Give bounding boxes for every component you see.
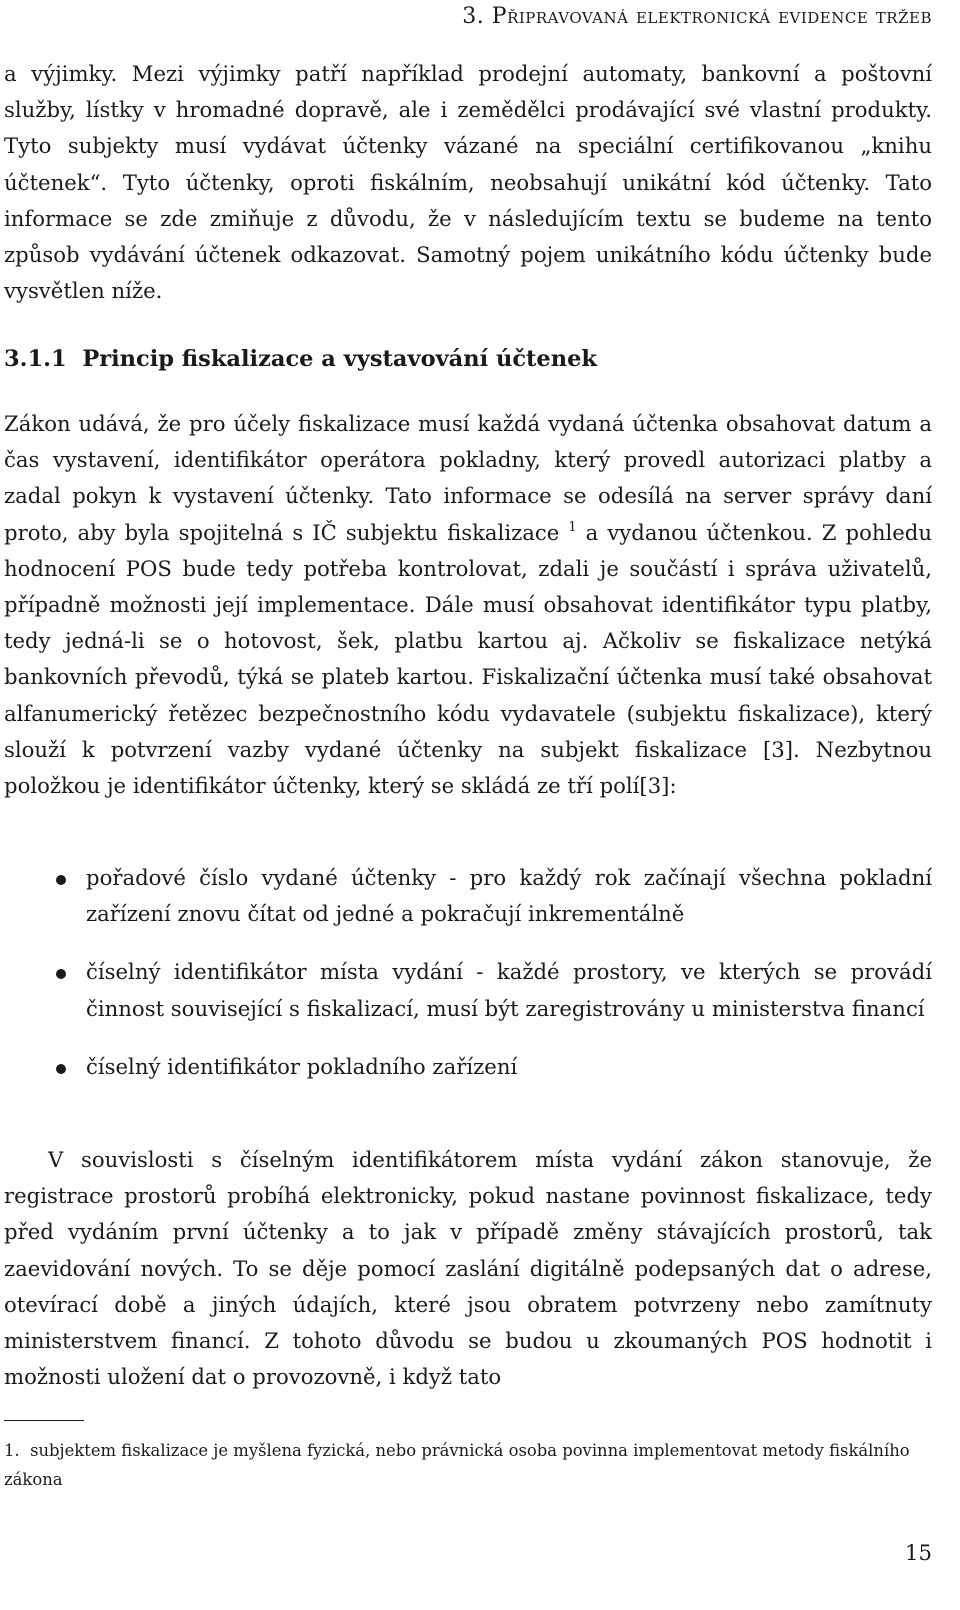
main-paragraph-part1: Zákon udává, že pro účely fiskalizace musí každá vydaná účtenka obsahovat datum a čas vystavení, identifikátor operátora pokladny, který provedl autorizaci platby a zadal pokyn k vystavení účtenky. Tato informace se odesílá na server správy daní proto, aby byla spojitelná s IČ subjektu fiskalizace — [4, 411, 932, 545]
list-item — [4, 860, 932, 932]
footnote-reference[interactable]: 1 — [568, 519, 577, 535]
list-item-text: pořadové číslo vydané účtenky - pro každý rok začínají všechna pokladní zařízení znovu čítat od jedné a pokračují inkrementálně — [86, 865, 932, 927]
bullet-icon — [56, 969, 66, 979]
footnote-number: 1. — [4, 1441, 20, 1460]
main-paragraph — [4, 406, 932, 804]
list-item-text: číselný identifikátor místa vydání - každé prostory, ve kterých se provádí činnost související s fiskalizací, musí být zaregistrovány u ministerstva financí — [86, 959, 932, 1021]
section-heading — [4, 346, 597, 372]
footnote-divider — [4, 1420, 84, 1421]
main-paragraph-part2: a vydanou účtenkou. Z pohledu hodnocení POS bude tedy potřeba kontrolovat, zdali je součástí i správa uživatelů, případně možnosti její implementace. Dále musí obsahovat identifikátor typu platby, tedy jedná-li se o hotovost, šek, platbu kartou aj. Ačkoliv se fiskalizace netýká bankovních převodů, týká se plateb kartou. Fiskalizační účtenka musí také obsahovat alfanumerický řetězec bezpečnostního kódu vydavatele (subjektu fiskalizace), který slouží k potvrzení vazby vydané účtenky na subjekt fiskalizace [3]. Nezbytnou položkou je identifikátor účtenky, který se skládá ze tří polí[3]: — [4, 519, 932, 799]
section-title: Princip fiskalizace a vystavování účtenek — [82, 346, 597, 372]
bullet-icon — [56, 1064, 66, 1074]
bullet-icon — [56, 875, 66, 885]
final-paragraph: V souvislosti s číselným identifikátorem místa vydání zákon stanovuje, že registrace prostorů probíhá elektronicky, pokud nastane povinnost fiskalizace, tedy před vydáním první účtenky a to jak v případě změny stávajících prostorů, tak zaevidování nových. To se děje pomocí zaslání digitálně podepsaných dat o adrese, otevírací době a jiných údajích, které jsou obratem potvrzeny nebo zamítnuty ministerstvem financí. Z tohoto důvodu se budou u zkoumaných POS hodnotit i možnosti uložení dat o provozovně, i když tato — [4, 1147, 932, 1390]
footnote-text: subjektem fiskalizace je myšlena fyzická, nebo právnická osoba povinna implementovat metody fiskálního zákona — [4, 1441, 910, 1489]
identifier-fields-list — [4, 860, 932, 1107]
page-number: 15 — [905, 1540, 932, 1565]
list-item-text: číselný identifikátor pokladního zařízení — [86, 1053, 518, 1079]
footnote — [4, 1436, 932, 1494]
list-item — [4, 954, 932, 1026]
running-header: 3. Připravovaná elektronická evidence tržeb — [462, 4, 932, 29]
section-number: 3.1.1 — [4, 346, 67, 372]
intro-paragraph: a výjimky. Mezi výjimky patří například prodejní automaty, bankovní a poštovní služby, lístky v hromadné dopravě, ale i zemědělci prodávající své vlastní produkty. Tyto subjekty musí vydávat účtenky vázané na speciální certifikovanou „knihu účtenek“. Tyto účtenky, oproti fiskálním, neobsahují unikátní kód účtenky. Tato informace se zde zmiňuje z důvodu, že v následujícím textu se budeme na tento způsob vydávání účtenek odkazovat. Samotný pojem unikátního kódu účtenky bude vysvětlen níže. — [4, 61, 932, 304]
list-item — [4, 1049, 932, 1085]
